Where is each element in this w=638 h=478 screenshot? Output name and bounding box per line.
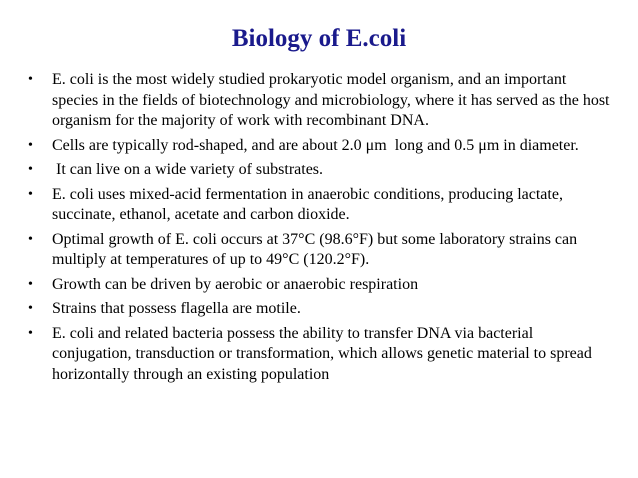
bullet-text: Cells are typically rod-shaped, and are about 2.0 μm long and 0.5 μm in diameter.	[52, 136, 579, 154]
bullet-text: Optimal growth of E. coli occurs at 37°C (98.6°F) but some laboratory strains can multiply at temperatures of up to 49°C (120.2°F).	[52, 230, 578, 268]
bullet-item	[28, 160, 610, 181]
bullet-item	[28, 324, 610, 386]
bullet-dot-icon: •	[28, 325, 33, 341]
bullet-dot-icon: •	[28, 186, 33, 202]
bullet-text: E. coli is the most widely studied prokaryotic model organism, and an important species in the fields of biotechnology and microbiology, where it has served as the host organism for the majority of work with recombinant DNA.	[52, 71, 610, 129]
bullet-list	[28, 70, 610, 389]
bullet-dot-icon: •	[28, 276, 33, 292]
bullet-item	[28, 136, 610, 157]
bullet-item	[28, 230, 610, 271]
bullet-item	[28, 185, 610, 226]
bullet-item	[28, 299, 610, 320]
bullet-text: E. coli and related bacteria possess the ability to transfer DNA via bacterial conjugation, transduction or transformation, which allows genetic material to spread horizontally through an existing population	[52, 324, 592, 383]
slide-title: Biology of E.coli	[231, 25, 407, 52]
bullet-dot-icon: •	[28, 137, 33, 153]
bullet-item	[28, 70, 610, 132]
bullet-dot-icon: •	[28, 72, 33, 87]
bullet-dot-icon: •	[28, 231, 33, 247]
bullet-dot-icon: •	[28, 162, 33, 177]
bullet-item	[28, 275, 610, 296]
bullet-text: Growth can be driven by aerobic or anaerobic respiration	[52, 275, 419, 293]
bullet-dot-icon: •	[28, 301, 33, 316]
bullet-text: It can live on a wide variety of substrates.	[52, 161, 324, 178]
bullet-text: E. coli uses mixed-acid fermentation in anaerobic conditions, producing lactate, succinate, ethanol, acetate and carbon dioxide.	[52, 185, 563, 223]
bullet-text: Strains that possess flagella are motile.	[52, 300, 301, 317]
